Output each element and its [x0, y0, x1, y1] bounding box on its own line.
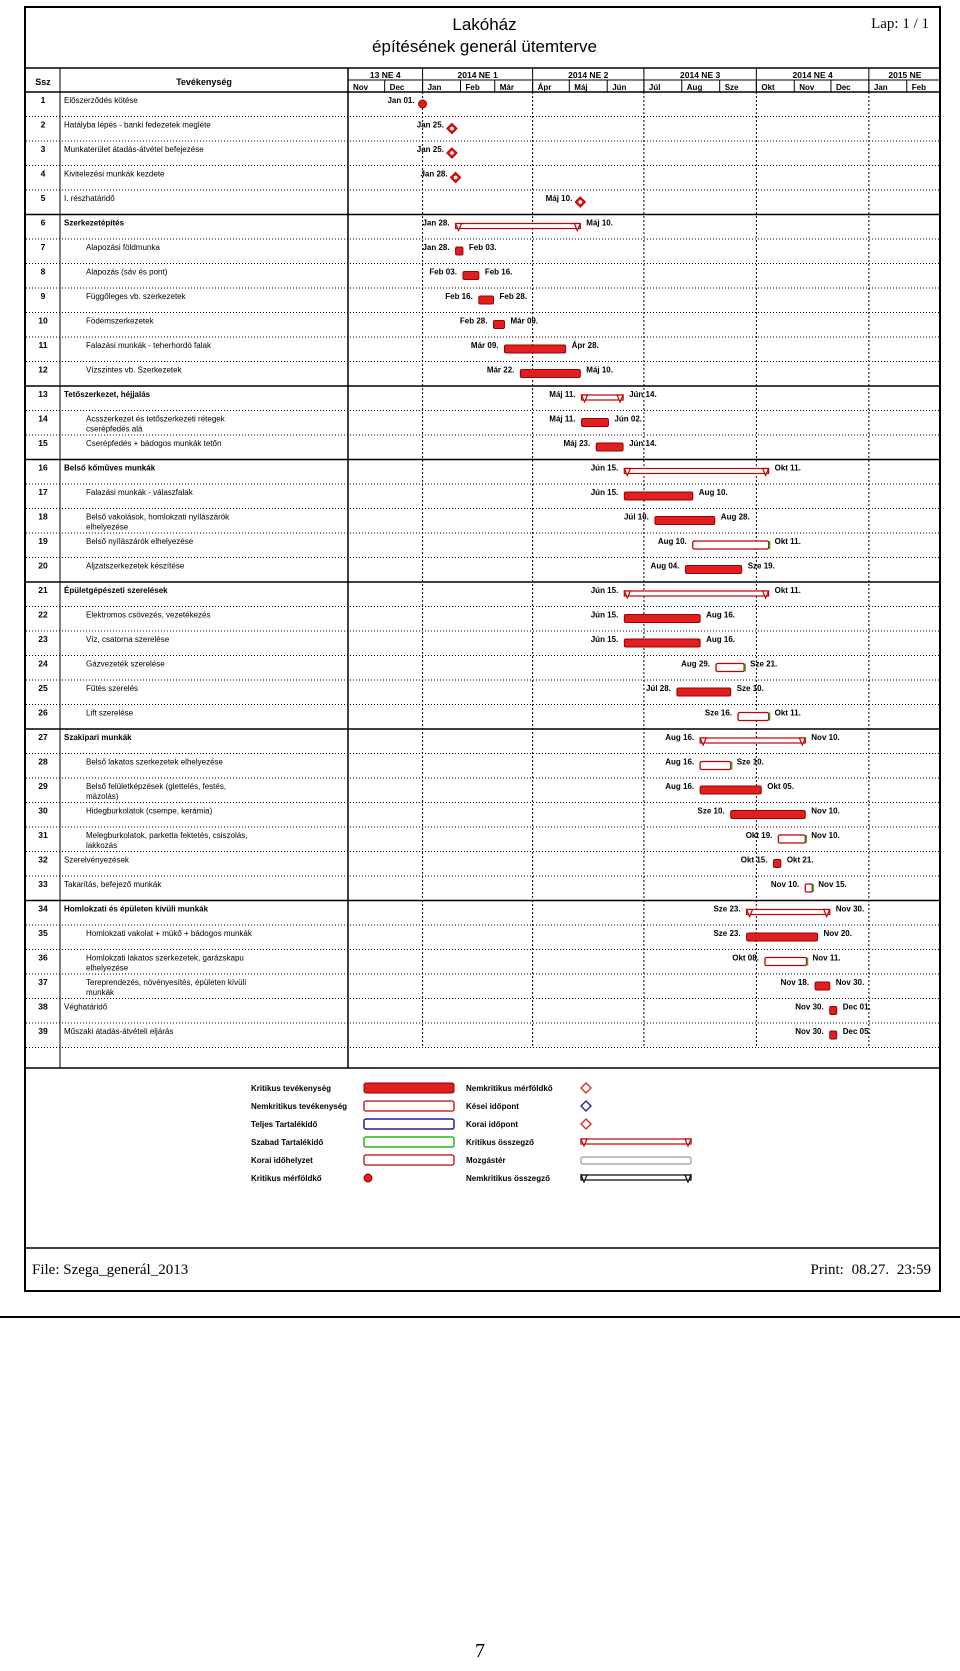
bar-start-label: Feb 03. — [429, 267, 457, 277]
bar-end-label: Jún 14. — [629, 390, 657, 399]
month-label: Jan — [873, 83, 888, 92]
task-name-cont: cserépfedés alá — [86, 424, 143, 434]
task-name: Belső lakatos szerkezetek elhelyezése — [86, 757, 223, 767]
milestone-date-label: Jan 25. — [416, 145, 444, 154]
bar-start-label: Nov 18. — [780, 978, 810, 987]
critical-task-bar — [685, 566, 741, 574]
month-label: Már — [499, 83, 514, 92]
task-name-cont: mázolás) — [86, 792, 119, 801]
row-number: 2 — [40, 119, 46, 130]
task-name: Hidegburkolatok (csempe, kerámia) — [86, 806, 213, 816]
noncritical-task-bar — [805, 884, 812, 892]
row-number: 1 — [40, 95, 46, 105]
critical-task-bar — [747, 933, 818, 941]
quarter-label: 2014 NE 1 — [457, 70, 498, 80]
month-label: Máj — [574, 83, 588, 92]
legend-symbol-summary-cap — [581, 1175, 587, 1182]
task-name: Lift szerelése — [86, 708, 134, 718]
task-name: Szerkezetépítés — [64, 218, 125, 228]
task-name-cont: munkák — [86, 988, 115, 997]
task-name: Előszerződés kötése — [64, 96, 138, 105]
bar-end-label: Okt 21. — [786, 855, 814, 865]
bar-start-label: Jún 15. — [590, 635, 619, 644]
legend-label: Nemkritikus összegző — [466, 1174, 551, 1183]
bar-start-label: Sze 23. — [713, 929, 741, 938]
row-number: 39 — [38, 1026, 48, 1036]
noncritical-task-bar — [700, 762, 731, 770]
bar-start-label: Feb 16. — [445, 292, 473, 301]
summary-start-cap — [700, 738, 706, 745]
task-name: Műszaki átadás-átvételi eljárás — [64, 1027, 174, 1036]
month-label: Sze — [724, 83, 739, 92]
milestone-date-label: Jan 25. — [416, 120, 444, 130]
column-header-activity: Tevékenység — [176, 77, 232, 87]
row-number: 18 — [38, 511, 48, 522]
bar-start-label: Nov 30. — [795, 1002, 824, 1012]
row-number: 11 — [38, 340, 48, 350]
legend-symbol-diamond — [581, 1083, 591, 1093]
bar-end-label: Aug 10. — [698, 488, 728, 497]
summary-bar — [456, 224, 581, 229]
bar-start-label: Okt 08. — [732, 953, 759, 963]
bar-end-label: Feb 28. — [499, 292, 528, 301]
legend-symbol-summary-cap — [581, 1139, 587, 1146]
row-number: 13 — [38, 389, 48, 399]
row-number: 32 — [38, 854, 48, 865]
bar-end-label: Nov 10. — [811, 733, 840, 742]
row-number: 16 — [38, 462, 48, 473]
legend-label: Kritikus tevékenység — [251, 1084, 332, 1093]
task-name: Homlokzati lakatos szerkezetek, garázskapu — [86, 953, 244, 963]
noncritical-task-bar — [716, 664, 744, 672]
row-number: 25 — [38, 683, 48, 693]
row-number: 29 — [38, 781, 48, 791]
summary-start-cap — [624, 469, 630, 476]
row-number: 26 — [38, 707, 48, 718]
month-label: Nov — [353, 83, 369, 92]
task-name-cont: elhelyezése — [86, 522, 129, 532]
critical-task-bar — [582, 419, 609, 427]
month-label: Júl — [648, 83, 661, 92]
schedule-page — [24, 6, 941, 1292]
summary-start-cap — [747, 910, 753, 917]
bar-end-label: Már 09. — [510, 316, 539, 326]
legend-symbol-outline-bar — [364, 1155, 454, 1165]
month-label: Dec — [835, 83, 851, 92]
quarter-label: 2014 NE 2 — [568, 70, 609, 80]
critical-task-bar — [505, 345, 566, 353]
milestone-date-label: Máj 10. — [545, 194, 573, 203]
critical-task-bar — [456, 247, 463, 255]
bar-end-label: Nov 11. — [812, 953, 841, 963]
task-name: Gázvezeték szerelése — [86, 659, 165, 669]
summary-bar — [747, 910, 830, 915]
task-name: Fűtés szerelés — [86, 684, 139, 693]
bar-start-label: Okt 19. — [745, 831, 773, 840]
bar-end-label: Aug 16. — [706, 610, 736, 620]
bar-end-label: Nov 30. — [835, 904, 865, 914]
bar-end-label: Okt 05. — [767, 782, 794, 791]
bar-end-label: Nov 15. — [818, 880, 847, 889]
task-name: Épületgépészeti szerelések — [64, 586, 168, 595]
summary-bar — [624, 591, 768, 596]
row-number: 3 — [40, 144, 46, 154]
noncritical-task-bar — [738, 713, 769, 721]
bar-start-label: Jan 28. — [422, 218, 450, 228]
bar-end-label: Aug 16. — [706, 635, 736, 644]
task-name: Takarítás, befejező munkák — [64, 880, 162, 889]
legend-symbol-diamond — [581, 1119, 591, 1129]
quarter-label: 2015 NE — [888, 70, 922, 80]
milestone-diamond-center — [454, 176, 458, 180]
bar-end-label: Okt 11. — [774, 586, 801, 595]
legend-symbol-outline-bar — [364, 1101, 454, 1111]
legend-symbol-summary — [581, 1175, 691, 1180]
summary-end-cap — [617, 395, 623, 402]
legend-label: Kritikus mérföldkő — [251, 1174, 322, 1183]
task-name: Falazási munkák - válaszfalak — [86, 488, 193, 497]
task-name: Alapozás (sáv és pont) — [86, 267, 168, 277]
bar-start-label: Máj 11. — [549, 390, 576, 399]
row-number: 22 — [38, 609, 48, 620]
row-number: 20 — [38, 560, 48, 571]
critical-milestone — [419, 100, 427, 108]
legend-symbol-green-bar — [364, 1137, 454, 1147]
legend-symbol-summary-cap — [685, 1139, 691, 1146]
row-number: 37 — [38, 977, 48, 987]
legend-symbol-gray-bar — [581, 1157, 691, 1164]
critical-task-bar — [655, 517, 715, 525]
critical-task-bar — [624, 639, 700, 647]
row-number: 38 — [38, 1001, 48, 1012]
row-number: 30 — [38, 805, 48, 816]
bar-end-label: Okt 11. — [774, 463, 801, 473]
row-number: 14 — [38, 413, 48, 424]
bar-end-label: Dec 01. — [842, 1002, 871, 1012]
summary-end-cap — [824, 910, 830, 917]
task-name: Munkaterület átadás-átvétel befejezése — [64, 145, 204, 154]
month-label: Jan — [427, 83, 442, 92]
critical-task-bar — [624, 492, 692, 500]
milestone-date-label: Jan 28. — [420, 169, 448, 179]
critical-task-bar — [493, 321, 504, 329]
milestone-diamond-center — [450, 151, 454, 155]
task-name: Elektromos csövezés, vezetékezés — [86, 610, 211, 620]
bar-start-label: Okt 15. — [740, 855, 768, 865]
row-number: 19 — [38, 536, 48, 546]
bar-end-label: Nov 30. — [835, 978, 865, 987]
task-name: Függőleges vb. szerkezetek — [86, 292, 186, 301]
critical-task-bar — [463, 272, 479, 280]
task-name: Kivitelezési munkák kezdete — [64, 169, 165, 179]
bar-start-label: Máj 11. — [549, 414, 576, 424]
task-name: Víz, csatorna szerelése — [86, 635, 170, 644]
bar-end-label: Feb 03. — [468, 243, 497, 252]
bar-start-label: Feb 28. — [459, 316, 488, 326]
bar-end-label: Ápr 28. — [571, 341, 599, 350]
legend-label: Korai időhelyzet — [251, 1156, 313, 1165]
month-label: Aug — [686, 83, 703, 92]
bar-start-label: Nov 10. — [770, 880, 800, 889]
summary-start-cap — [624, 591, 630, 598]
task-name: Alapozási földmunka — [86, 243, 160, 252]
legend-label: Nemkritikus tevékenység — [251, 1102, 348, 1111]
task-name: Vízszintes vb. Szerkezetek — [86, 365, 182, 375]
bar-start-label: Sze 10. — [697, 806, 725, 816]
task-name: Belső vakolások, homlokzati nyílászárók — [86, 512, 230, 522]
gantt-chart — [26, 8, 943, 1294]
page-number: 7 — [475, 1640, 485, 1662]
month-label: Feb — [911, 83, 926, 92]
row-number: 24 — [38, 658, 48, 669]
row-number: 12 — [38, 364, 48, 375]
task-name: Falazási munkák - teherhordó falak — [86, 341, 211, 350]
task-name: Homlokzati és épületen kívüli munkák — [64, 904, 209, 914]
bar-start-label: Máj 23. — [563, 439, 591, 448]
milestone-diamond-center — [579, 200, 583, 204]
noncritical-task-bar — [765, 958, 807, 966]
bar-start-label: Jún 15. — [590, 488, 619, 497]
legend-label: Szabad Tartalékidő — [251, 1138, 324, 1147]
task-name: Belső kőműves munkák — [64, 463, 156, 473]
summary-bar — [624, 469, 768, 474]
bar-start-label: Sze 16. — [704, 708, 733, 718]
task-name: Véghatáridő — [64, 1002, 108, 1012]
bar-start-label: Aug 10. — [657, 537, 687, 546]
title-line-2: építésének generál ütemterve — [372, 37, 597, 56]
critical-task-bar — [815, 982, 830, 990]
bar-end-label: Jún 14. — [629, 439, 657, 448]
bar-start-label: Sze 23. — [713, 904, 741, 914]
bar-start-label: Aug 16. — [665, 782, 695, 791]
critical-task-bar — [731, 811, 806, 819]
task-name-cont: lakkozás — [86, 841, 118, 850]
critical-task-bar — [596, 443, 623, 451]
legend-label: Mozgástér — [466, 1156, 506, 1165]
row-number: 36 — [38, 952, 48, 963]
critical-task-bar — [830, 1031, 837, 1039]
row-number: 4 — [40, 168, 46, 179]
bar-start-label: Jún 15. — [590, 463, 619, 473]
bar-start-label: Jún 15. — [590, 610, 619, 620]
quarter-label: 13 NE 4 — [369, 70, 401, 80]
row-number: 35 — [38, 928, 48, 938]
row-number: 33 — [38, 879, 48, 889]
row-number: 5 — [40, 193, 46, 203]
bar-end-label: Feb 16. — [484, 267, 513, 277]
bar-end-label: Okt 11. — [774, 708, 801, 718]
bar-end-label: Máj 10. — [586, 365, 613, 375]
row-number: 7 — [40, 242, 46, 252]
quarter-label: 2014 NE 4 — [792, 70, 833, 80]
bar-start-label: Nov 30. — [795, 1027, 824, 1036]
bar-start-label: Már 09. — [470, 341, 499, 350]
month-label: Okt — [761, 83, 775, 92]
task-name: Belső nyílászárók elhelyezése — [86, 537, 194, 546]
task-name: Acsszerkezet és tetőszerkezeti rétegek — [86, 414, 225, 424]
page-counter: Lap: 1 / 1 — [871, 16, 929, 32]
summary-end-cap — [799, 738, 805, 745]
summary-end-cap — [763, 469, 769, 476]
bar-start-label: Aug 04. — [650, 561, 680, 571]
bar-end-label: Nov 20. — [823, 929, 852, 938]
bar-end-label: Nov 10. — [811, 831, 840, 840]
legend-label: Kései időpont — [466, 1102, 519, 1111]
bar-end-label: Sze 10. — [736, 684, 764, 693]
task-name: Tereprendezés, növényesítés, épületen kívüli — [86, 978, 247, 987]
month-label: Dec — [389, 83, 405, 92]
row-number: 27 — [38, 732, 48, 742]
row-number: 28 — [38, 756, 48, 767]
legend-label: Nemkritikus mérföldkő — [466, 1084, 553, 1093]
bar-end-label: Sze 19. — [747, 561, 775, 571]
legend-symbol-blue-bar — [364, 1119, 454, 1129]
row-number: 8 — [40, 266, 46, 277]
title-line-1: Lakóház — [452, 15, 517, 34]
legend-symbol-summary — [581, 1139, 691, 1144]
task-name: Szerelvényezések — [64, 855, 129, 865]
bar-start-label: Jún 15. — [590, 586, 619, 595]
legend-symbol-critical-milestone — [364, 1174, 372, 1182]
legend-symbol-diamond — [581, 1101, 591, 1111]
bar-start-label: Aug 29. — [681, 659, 711, 669]
column-header-num: Ssz — [35, 77, 51, 87]
critical-task-bar — [830, 1007, 837, 1015]
row-number: 10 — [38, 315, 48, 326]
task-name: Aljzatszerkezetek készítése — [86, 561, 185, 571]
bar-start-label: Júl 10. — [623, 512, 649, 522]
row-number: 15 — [38, 438, 48, 448]
task-name: Tetőszerkezet, héjjalás — [64, 390, 151, 399]
legend-label: Teljes Tartalékidő — [251, 1120, 318, 1129]
file-label: File: Szega_generál_2013 — [32, 1262, 189, 1278]
bar-end-label: Dec 05. — [842, 1027, 871, 1036]
task-name: Födémszerkezetek — [86, 316, 154, 326]
bar-end-label: Okt 11. — [774, 537, 801, 546]
row-number: 23 — [38, 634, 48, 644]
bar-end-label: Sze 21. — [750, 659, 778, 669]
bar-start-label: Júl 28. — [645, 684, 671, 693]
critical-task-bar — [479, 296, 494, 304]
task-name: I. részhatáridő — [64, 194, 115, 203]
noncritical-task-bar — [778, 835, 805, 843]
bar-start-label: Jan 28. — [422, 243, 450, 252]
bar-start-label: Aug 16. — [665, 733, 695, 742]
print-timestamp: Print: 08.27. 23:59 — [810, 1262, 931, 1278]
summary-end-cap — [763, 591, 769, 598]
critical-task-bar — [773, 860, 780, 868]
task-name-cont: elhelyezése — [86, 963, 129, 973]
task-name: Melegburkolatok, parketta fektetés, csiszolás, — [86, 831, 248, 840]
month-label: Ápr — [537, 83, 552, 92]
task-name: Hatályba lépés - banki fedezetek megléte — [64, 120, 211, 130]
legend-symbol-summary-cap — [685, 1175, 691, 1182]
summary-bar — [700, 738, 805, 743]
milestone-diamond-center — [450, 127, 454, 131]
legend-label: Korai időpont — [466, 1120, 518, 1129]
row-number: 9 — [40, 291, 46, 301]
task-name: Homlokzati vakolat + mükő + bádogos munkák — [86, 929, 252, 938]
noncritical-task-bar — [693, 541, 769, 549]
row-number: 34 — [38, 903, 48, 914]
month-label: Jún — [612, 83, 627, 92]
quarter-label: 2014 NE 3 — [680, 70, 721, 80]
bar-start-label: Aug 16. — [665, 757, 695, 767]
row-number: 6 — [40, 217, 46, 228]
critical-task-bar — [624, 615, 700, 623]
month-label: Nov — [799, 83, 815, 92]
critical-task-bar — [677, 688, 731, 696]
task-name: Cserépfedés + bádogos munkák tetőn — [86, 439, 222, 448]
row-number: 31 — [38, 830, 48, 840]
task-name: Szakipari munkák — [64, 733, 132, 742]
summary-start-cap — [582, 395, 588, 402]
bar-end-label: Nov 10. — [811, 806, 840, 816]
bar-end-label: Sze 10. — [736, 757, 764, 767]
bar-end-label: Jún 02. — [614, 414, 643, 424]
row-number: 21 — [38, 585, 48, 595]
month-label: Feb — [465, 83, 480, 92]
legend-label: Kritikus összegző — [466, 1138, 535, 1147]
legend-symbol-critical-bar — [364, 1083, 454, 1093]
critical-task-bar — [700, 786, 761, 794]
row-number: 17 — [38, 487, 48, 497]
bar-end-label: Máj 10. — [586, 218, 613, 228]
page-divider — [0, 1316, 960, 1318]
bar-start-label: Már 22. — [486, 365, 515, 375]
task-name: Belső felületképzések (glettelés, festés, — [86, 782, 227, 791]
bar-end-label: Aug 28. — [720, 512, 750, 522]
summary-start-cap — [456, 224, 462, 231]
critical-task-bar — [520, 370, 580, 378]
milestone-date-label: Jan 01. — [387, 96, 415, 105]
summary-end-cap — [574, 224, 580, 231]
